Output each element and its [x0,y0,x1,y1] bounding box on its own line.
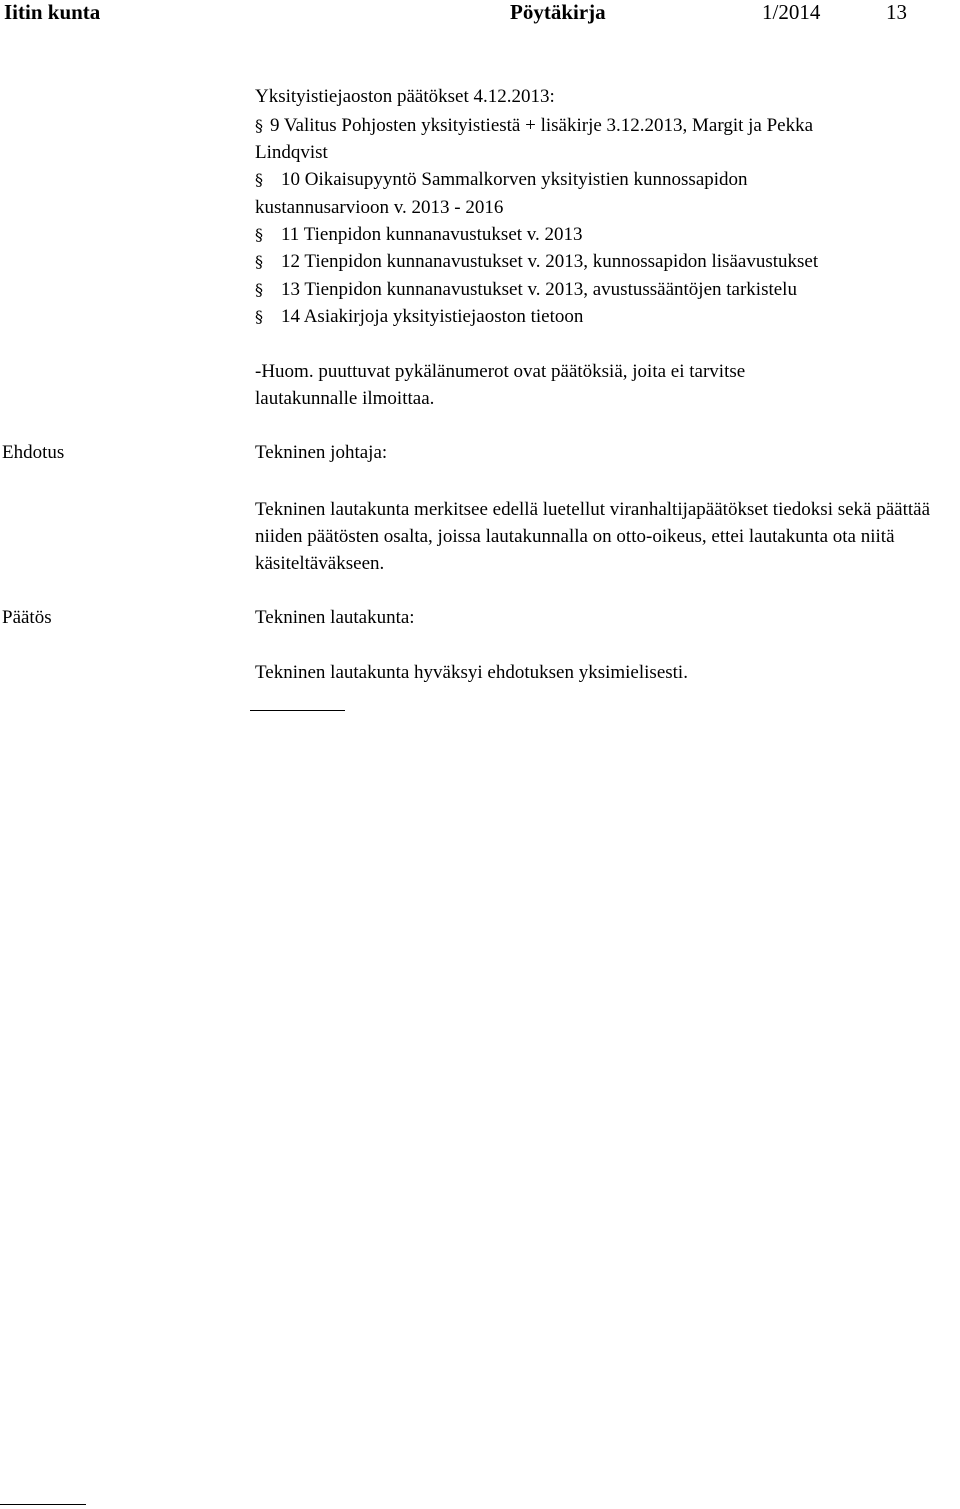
decision-item-14 [255,306,583,328]
decision-item-13 [255,279,797,301]
decision-item-12 [255,251,818,273]
decision-item-text: 10 Oikaisupyyntö Sammalkorven yksityistien kunnossapidon [281,169,748,190]
decision-item-11 [255,224,583,246]
missing-numbers-note: -Huom. puuttuvat pykälänumerot ovat päätöksiä, joita ei tarvitse [255,361,746,382]
decision-item-continuation: Lindqvist [255,142,328,163]
decision-item-text: 9 Valitus Pohjosten yksityistiestä + lisäkirje 3.12.2013, Margit ja Pekka [270,115,814,136]
proposal-label: Ehdotus [2,442,65,463]
decision-item-text: 14 Asiakirjoja yksityistiejaoston tietoon [281,306,584,327]
decision-item-9 [255,115,813,137]
footer-rule [0,1504,86,1505]
document-number: 1/2014 [762,0,821,24]
decision-item-text: 11 Tienpidon kunnanavustukset v. 2013 [281,224,583,245]
section-sign-icon: § [255,307,263,326]
page-number: 13 [886,0,907,24]
end-of-section-rule [250,710,345,711]
section-sign-icon: § [255,252,263,271]
proposal-text: Tekninen lautakunta merkitsee edellä luetellut viranhaltijapäätökset tiedoksi sekä päättää niiden päätösten osalta, joissa lautakunnalla on otto-oikeus, ettei lautakunta ota niitä käsiteltäväkseen. [255,499,931,574]
decisions-intro: Yksityistiejaoston päätökset 4.12.2013: [255,86,555,107]
decision-item-continuation: kustannusarvioon v. 2013 - 2016 [255,197,504,218]
decision-text: Tekninen lautakunta hyväksyi ehdotuksen yksimielisesti. [255,662,688,683]
municipality-name: Iitin kunta [4,0,101,24]
decision-label: Päätös [2,607,52,628]
section-sign-icon: § [255,170,263,189]
proposal-presenter: Tekninen johtaja: [255,442,388,463]
missing-numbers-note-continuation: lautakunnalle ilmoittaa. [255,388,435,409]
section-sign-icon: § [255,225,263,244]
decision-item-text: 13 Tienpidon kunnanavustukset v. 2013, avustussääntöjen tarkistelu [281,279,797,300]
document-type: Pöytäkirja [510,0,606,24]
section-sign-icon: § [255,280,263,299]
decision-item-text: 12 Tienpidon kunnanavustukset v. 2013, kunnossapidon lisäavustukset [281,251,819,272]
page-header [0,0,960,26]
decision-body: Tekninen lautakunta: [255,607,415,628]
decision-item-10 [255,169,748,191]
section-sign-icon: § [255,116,263,135]
